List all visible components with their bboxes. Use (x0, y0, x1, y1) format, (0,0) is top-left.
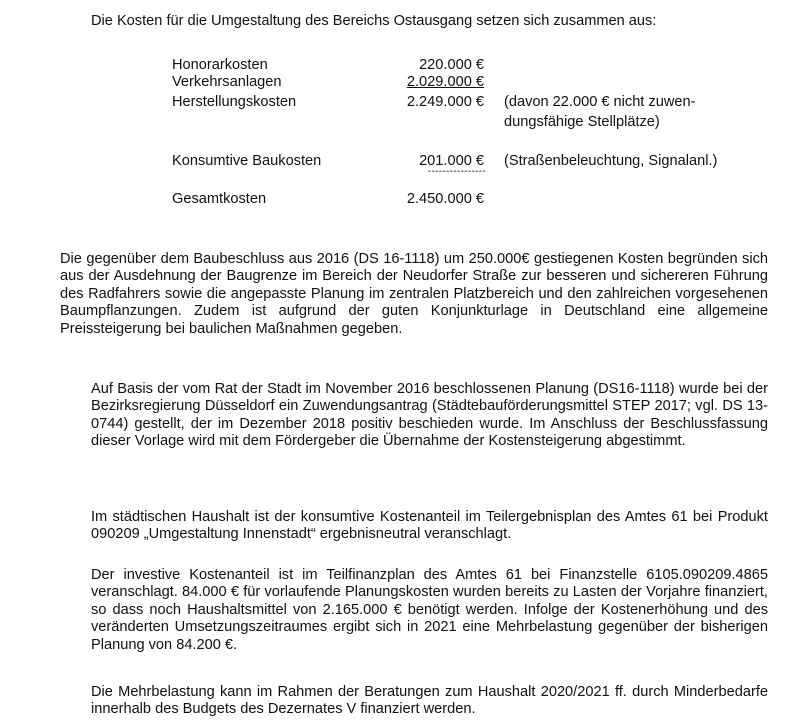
paragraph-consumptive-budget: Im städtischen Haushalt ist der konsumtive Kostenanteil im Teilergebnisplan des Amtes 61 bei Produkt 090209 „Umgestaltung Innenstadt“ ergebnisneutral veranschlagt. (91, 509, 768, 543)
cost-label: Konsumtive Baukosten (172, 153, 322, 169)
paragraph-additional-burden: Die Mehrbelastung kann im Rahmen der Beratungen zum Haushalt 2020/2021 ff. durch Minderbedarfe innerhalb des Budgets des Dezernates V finanziert werden. (91, 684, 768, 718)
cost-amount: 220.000 € (419, 57, 484, 73)
cost-label: Verkehrsanlagen (172, 74, 282, 90)
cost-amount: 201.000 € (419, 153, 484, 169)
paragraph-investive-budget: Der investive Kostenanteil ist im Teilfinanzplan des Amtes 61 bei Finanzstelle 6105.090209.4865 veranschlagt. 84.000 € für vorlaufende Planungskosten wurden bereits zu Lasten der Vorjahre finanziert, so dass noch Haushaltsmittel von 2.165.000 € benötigt werden. Infolge der Kostenerhöhung und des veränderten Umsetzungszeitraumes ergibt sich in 2021 eine Mehrbelastung gegenüber der bisherigen Planung von 84.200 €. (91, 567, 768, 653)
cost-amount: 2.249.000 € (406, 94, 484, 110)
paragraph-cost-increase: Die gegenüber dem Baubeschluss aus 2016 (DS 16-1118) um 250.000€ gestiegenen Kosten begründen sich aus der Ausdehnung der Baugrenze im Bereich der Neudorfer Straße zur besseren und sichereren Führung des Radfahrers sowie die angepasste Planung im zentralen Platzbereich und den zahlreichen vorgesehenen Baumpflanzungen. Zudem ist aufgrund der guten Konjunkturlage in Deutschland eine allgemeine Preissteigerung bei baulichen Maßnahmen gegeben. (60, 251, 768, 337)
cost-label: Honorarkosten (172, 57, 268, 73)
cost-note: (Straßenbeleuchtung, Signalanl.) (504, 153, 718, 169)
cost-amount: 2.029.000 € (406, 74, 484, 90)
cost-note: dungsfähige Stellplätze) (504, 114, 660, 130)
cost-label: Gesamtkosten (172, 191, 267, 207)
cost-note: (davon 22.000 € nicht zuwen- (504, 94, 696, 110)
cost-amount: 2.450.000 € (406, 191, 484, 207)
intro-text: Die Kosten für die Umgestaltung des Bereichs Ostausgang setzen sich zusammen aus: (91, 13, 657, 29)
paragraph-funding-application: Auf Basis der vom Rat der Stadt im November 2016 beschlossenen Planung (DS16-1118) wurde bei der Bezirksregierung Düsseldorf ein Zuwendungsantrag (Städtebauförderungsmittel STEP 2017; vgl. DS 13-0744) gestellt, der im Dezember 2018 positiv beschieden wurde. Im Anschluss der Beschlussfassung dieser Vorlage wird mit dem Fördergeber die Übernahme der Kostensteigerung abgestimmt. (91, 381, 768, 450)
sum-divider: ---------------- (427, 166, 486, 177)
cost-label: Herstellungskosten (172, 94, 297, 110)
